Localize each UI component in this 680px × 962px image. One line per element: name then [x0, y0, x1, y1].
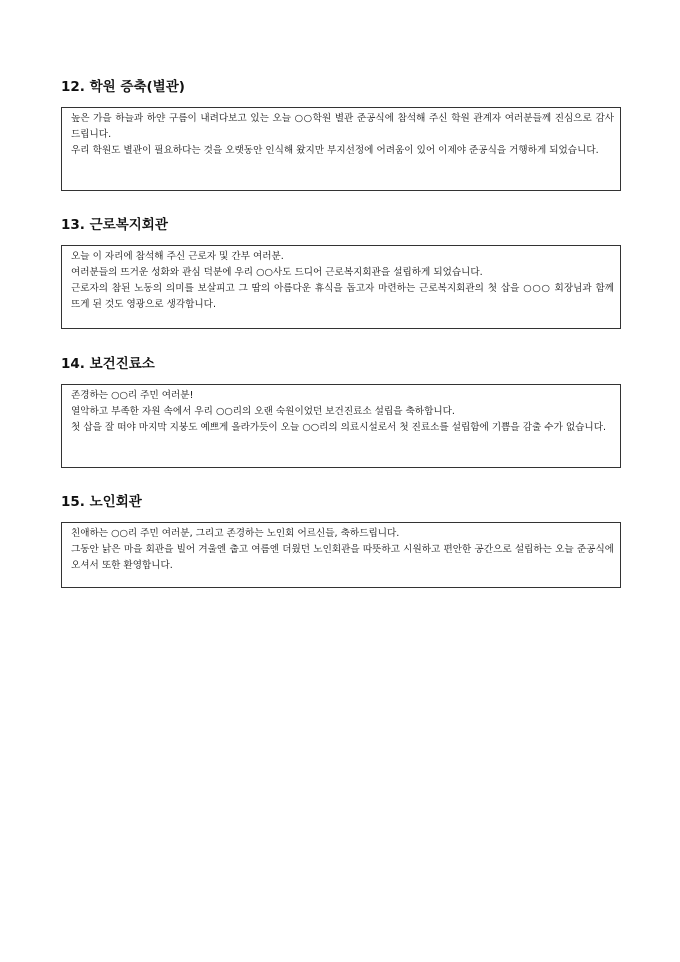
paragraph: 존경하는 ○○리 주민 여러분! [71, 390, 194, 401]
paragraph: 근로자의 참된 노동의 의미를 보살피고 그 땀의 아름다운 휴식을 돕고자 마련하는 근로복지회관의 첫 삽을 ○○○ 회장님과 함께 뜨게 된 것도 영광으로 생각합니다. [71, 283, 614, 310]
section-12 [61, 78, 621, 156]
section-heading: 14. 보건진료소 [61, 356, 155, 372]
section-heading: 15. 노인회관 [61, 494, 142, 510]
section-14 [61, 355, 621, 433]
paragraph: 그동안 낡은 마을 회관을 빌어 겨울엔 춥고 여름엔 더웠던 노인회관을 따뜻하고 시원하고 편안한 공간으로 설립하는 오늘 준공식에 오셔서 또한 환영합니다. [71, 544, 614, 571]
section-13 [61, 216, 621, 310]
paragraph: 높은 가을 하늘과 하얀 구름이 내려다보고 있는 오늘 ○○학원 별관 준공식에 참석해 주신 학원 관계자 여러분들께 진심으로 감사 드립니다. [71, 113, 614, 140]
paragraph: 첫 삽을 잘 떠야 마지막 지붕도 예쁘게 올라가듯이 오늘 ○○리의 의료시설로서 첫 진료소를 설립함에 기쁨을 감출 수가 없습니다. [71, 422, 607, 433]
section-text-box [61, 245, 621, 329]
section-text-box [61, 384, 621, 468]
paragraph: 친애하는 ○○리 주민 여러분, 그리고 존경하는 노인회 어르신들, 축하드립니다. [71, 528, 400, 539]
section-heading: 12. 학원 증축(별관) [61, 79, 185, 95]
section-text-box [61, 522, 621, 588]
paragraph: 열악하고 부족한 자원 속에서 우리 ○○리의 오랜 숙원이었던 보건진료소 설립을 축하합니다. [71, 406, 455, 417]
paragraph: 오늘 이 자리에 참석해 주신 근로자 및 간부 여러분. [71, 251, 284, 262]
section-text-box [61, 107, 621, 191]
paragraph: 여러분들의 뜨거운 성화와 관심 덕분에 우리 ○○사도 드디어 근로복지회관을 설립하게 되었습니다. [71, 267, 483, 278]
section-15 [61, 493, 621, 571]
paragraph: 우리 학원도 별관이 필요하다는 것을 오랫동안 인식해 왔지만 부지선정에 어려움이 있어 이제야 준공식을 거행하게 되었습니다. [71, 145, 599, 156]
section-heading: 13. 근로복지회관 [61, 217, 168, 233]
